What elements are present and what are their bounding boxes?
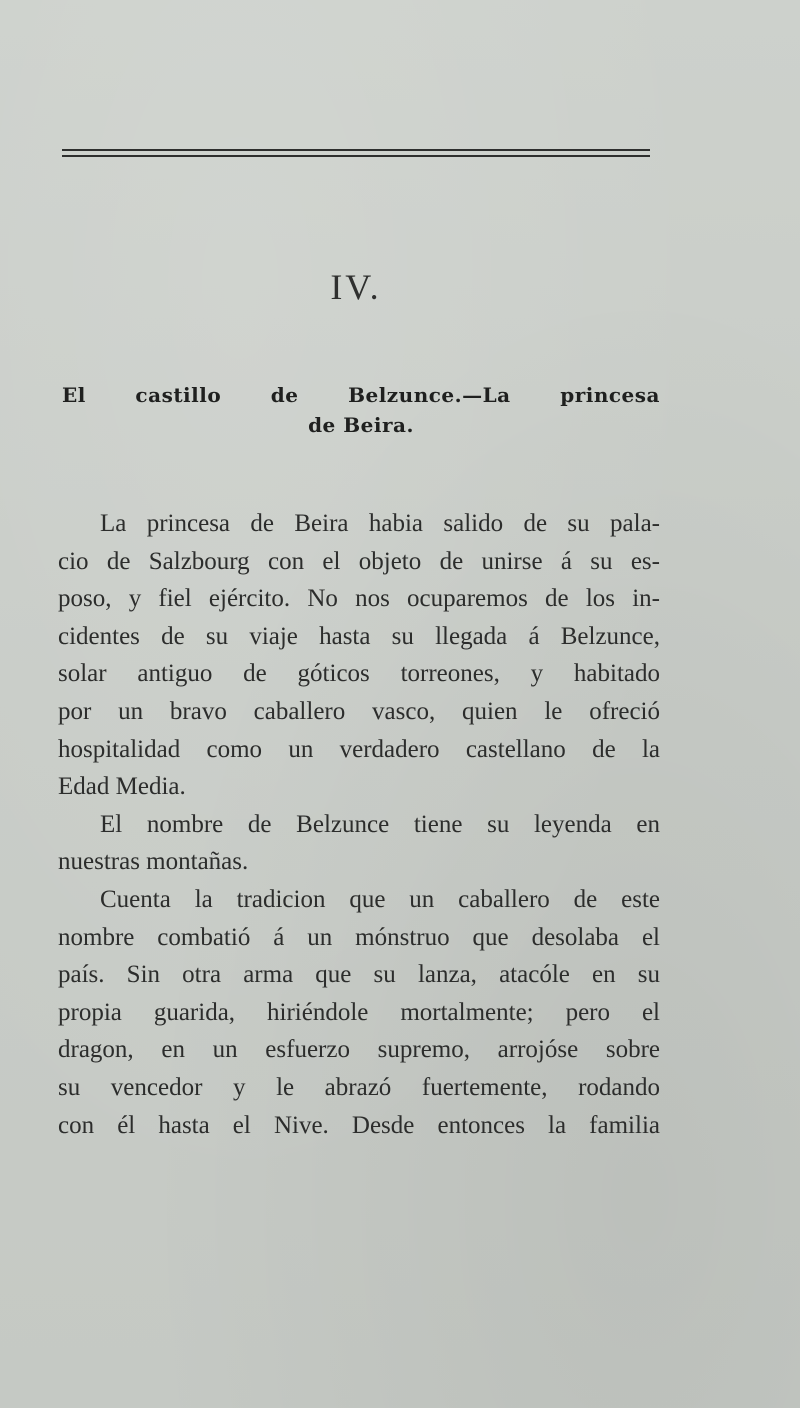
text-line: nuestras montañas.	[58, 848, 249, 876]
text-line: Edad Media.	[58, 773, 186, 801]
paragraph-1	[58, 505, 660, 806]
chapter-number: IV.	[330, 267, 382, 307]
text-line: país. Sin otra arma que su lanza, atacóle en su	[58, 961, 660, 989]
header-rule-bottom	[62, 155, 650, 157]
text-line: nombre combatió á un mónstruo que desolaba el	[58, 923, 660, 951]
text-line: poso, y fiel ejército. No nos ocuparemos de los in-	[58, 585, 660, 613]
text-line: con él hasta el Nive. Desde entonces la familia	[58, 1111, 660, 1139]
text-line: propia guarida, hiriéndole mortalmente; pero el	[58, 998, 660, 1026]
chapter-title-line: de Beira.	[308, 413, 414, 437]
text-line: por un bravo caballero vasco, quien le ofreció	[58, 697, 660, 725]
chapter-title	[62, 380, 660, 440]
text-line: La princesa de Beira habia salido de su pala-	[100, 510, 660, 537]
text-line: hospitalidad como un verdadero castellano de la	[58, 735, 660, 763]
text-line: cidentes de su viaje hasta su llegada á Belzunce,	[58, 622, 660, 650]
chapter-title-line: El castillo de Belzunce.—La princesa	[62, 383, 660, 407]
text-line: cio de Salzbourg con el objeto de unirse á su es-	[58, 547, 660, 575]
text-line: Cuenta la tradicion que un caballero de este	[100, 885, 660, 913]
text-line: su vencedor y le abrazó fuertemente, rodando	[58, 1073, 660, 1101]
body-text	[58, 505, 660, 1144]
paragraph-2	[58, 806, 660, 881]
text-line: El nombre de Belzunce tiene su leyenda en	[100, 810, 660, 838]
text-line: dragon, en un esfuerzo supremo, arrojóse sobre	[58, 1036, 660, 1064]
paragraph-3	[58, 881, 660, 1144]
header-rule-top	[62, 149, 650, 151]
text-line: solar antiguo de góticos torreones, y habitado	[58, 660, 660, 688]
